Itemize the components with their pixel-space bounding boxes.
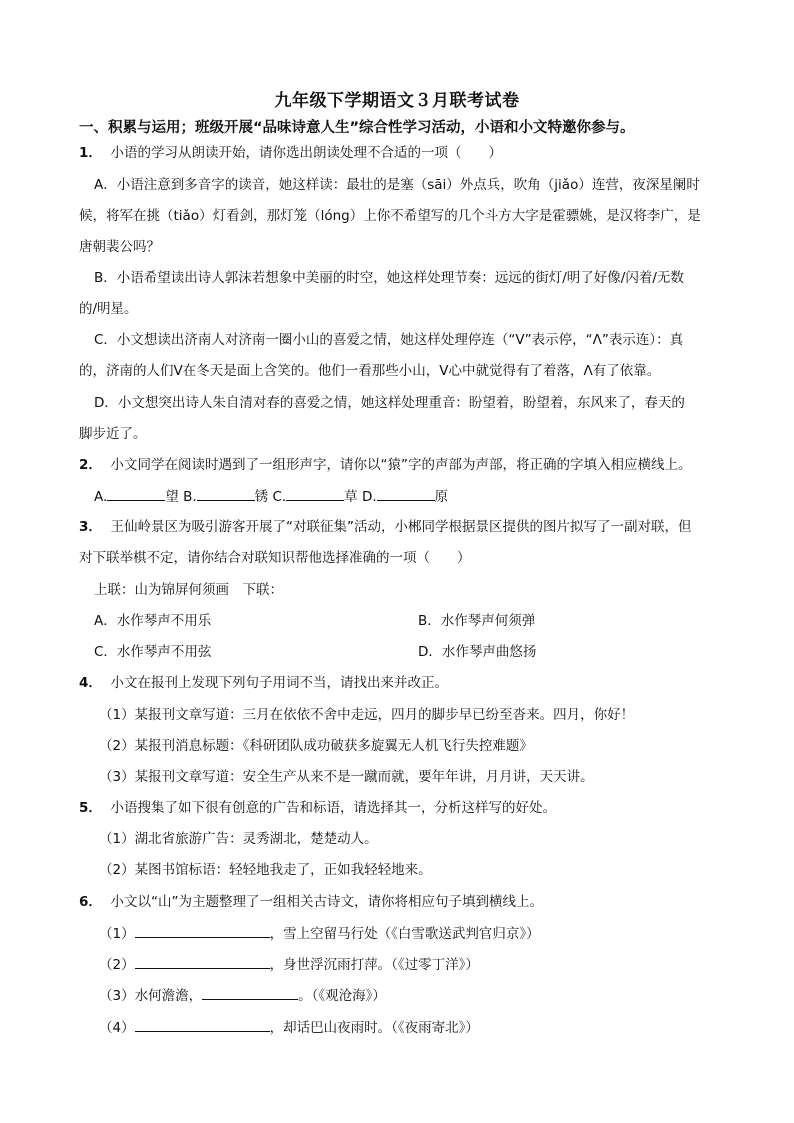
option-b-line1: B．小语希望读出诗人郭沫若想象中美丽的时空，她这样处理节奏：远远的街灯/明了好像/闪着/无数 xyxy=(94,270,684,286)
poem-line-2 xyxy=(99,954,479,975)
option-c-line2: 的，济南的人们V在冬天是面上含笑的。他们一看那些小山，V心中就觉得有了着落，Λ有了依靠。 xyxy=(79,363,661,379)
question-4 xyxy=(79,673,448,693)
question-5 xyxy=(79,798,556,818)
question-stem: 小文同学在阅读时遇到了一组形声字，请你以“猿”字的声部为声部，将正确的字填入相应横线上。 xyxy=(110,457,692,473)
option-d-line2: 脚步近了。 xyxy=(79,426,147,442)
question-number: 6． xyxy=(79,894,102,910)
option-c-line1: C．小文想读出济南人对济南一圈小山的喜爱之情，她这样处理停连（“V”表示停，“Λ”表示连）：真 xyxy=(94,332,684,348)
option-a-line3: 唐朝裴公吗？ xyxy=(79,239,160,255)
option-d-label: D. xyxy=(361,489,377,505)
poem-line-prefix: （3）水何澹澹， xyxy=(99,988,203,1004)
sub-item-3: （3）某报刊文章写道：安全生产从来不是一蹴而就，要年年讲，月月讲，天天讲。 xyxy=(99,769,594,785)
section-heading: 一、积累与运用；班级开展“品味诗意人生”综合性学习活动，小语和小文特邀你参与。 xyxy=(79,120,635,136)
answer-blank[interactable] xyxy=(135,923,270,938)
poem-line-prefix: （4） xyxy=(99,1020,135,1036)
question-stem: 小语搜集了如下很有创意的广告和标语，请选择其一，分析这样写的好处。 xyxy=(110,800,556,816)
option-b-char: 锈 xyxy=(254,489,269,505)
poem-line-suffix: ，却话巴山夜雨时。（《夜雨寄北》） xyxy=(269,1020,479,1036)
question-3 xyxy=(79,517,692,537)
couplet-line: 上联：山为锦屏何须画 下联： xyxy=(94,582,283,598)
option-c-label: C. xyxy=(272,489,287,505)
option-d: D．水作琴声曲悠扬 xyxy=(418,644,537,660)
question-stem: 小语的学习从朗读开始，请你选出朗读处理不合适的一项（ ） xyxy=(110,145,502,161)
sub-item-2: （2）某图书馆标语：轻轻地我走了，正如我轻轻地来。 xyxy=(99,862,432,878)
question-number: 4． xyxy=(79,675,102,691)
option-a-line1: A．小语注意到多音字的读音，她这样读：最壮的是塞（sāi）外点兵，吹角（jiǎo）连营，夜深星阑时 xyxy=(94,177,700,193)
question-stem: 王仙岭景区为吸引游客开展了“对联征集”活动，小郴同学根据景区提供的图片拟写了一副对联，但 xyxy=(110,519,692,535)
poem-line-suffix: ，雪上空留马行处（《白雪歌送武判官归京》） xyxy=(269,926,540,942)
option-d-char: 原 xyxy=(434,489,449,505)
question-stem: 小文以“山”为主题整理了一组相关古诗文，请你将相应句子填到横线上。 xyxy=(110,894,543,910)
sub-item-2: （2）某报刊消息标题：《科研团队成功破获多旋翼无人机飞行失控难题》 xyxy=(99,738,533,754)
answer-blank[interactable] xyxy=(377,486,435,501)
poem-line-1 xyxy=(99,923,540,944)
question-number: 2． xyxy=(79,457,102,473)
question-stem: 小文在报刊上发现下列句子用词不当，请找出来并改正。 xyxy=(110,675,448,691)
question-number: 5． xyxy=(79,800,102,816)
poem-line-prefix: （1） xyxy=(99,926,135,942)
question-number: 1． xyxy=(79,145,102,161)
question-3-stem-line2: 对下联举棋不定，请你结合对联知识帮他选择准确的一项（ ） xyxy=(79,550,471,566)
poem-line-prefix: （2） xyxy=(99,957,135,973)
option-b-line2: 的/明星。 xyxy=(79,301,138,317)
option-a-char: 望 xyxy=(165,489,179,505)
option-a-line2: 候，将军在挑（tiǎo）灯看剑，那灯笼（lóng）上你不希望写的几个斗方大字是霍骠姚，是汉将李广，是 xyxy=(79,208,701,224)
option-b-label: B. xyxy=(183,489,197,505)
option-a: A．水作琴声不用乐 xyxy=(94,613,212,629)
question-number: 3． xyxy=(79,519,102,535)
answer-blank[interactable] xyxy=(202,985,298,1000)
poem-line-4 xyxy=(99,1017,479,1038)
option-c: C．水作琴声不用弦 xyxy=(94,644,212,660)
answer-blank[interactable] xyxy=(135,954,270,969)
poem-line-suffix: 。（《观沧海》） xyxy=(298,988,386,1004)
sub-item-1: （1）湖北省旅游广告：灵秀湖北，楚楚动人。 xyxy=(99,831,378,847)
option-c-char: 草 xyxy=(344,489,358,505)
answer-blank[interactable] xyxy=(107,486,165,501)
page-title: 九年级下学期语文３月联考试卷 xyxy=(274,91,520,111)
answer-blank[interactable] xyxy=(286,486,344,501)
poem-line-suffix: ，身世浮沉雨打萍。（《过零丁洋》） xyxy=(269,957,479,973)
fill-blanks-row xyxy=(94,486,448,507)
question-6 xyxy=(79,892,543,912)
question-2 xyxy=(79,455,692,475)
answer-blank[interactable] xyxy=(197,486,255,501)
question-1 xyxy=(79,143,502,163)
option-a-label: A. xyxy=(94,489,108,505)
answer-blank[interactable] xyxy=(135,1017,270,1032)
sub-item-1: （1）某报刊文章写道：三月在依依不舍中走远，四月的脚步早已纷至沓来。四月，你好！ xyxy=(99,707,635,723)
option-b: B．水作琴声何须弹 xyxy=(418,613,536,629)
poem-line-3 xyxy=(99,985,386,1006)
option-d-line1: D．小文想突出诗人朱自清对春的喜爱之情，她这样处理重音：盼望着，盼望着，东风来了，春天的 xyxy=(94,395,685,411)
